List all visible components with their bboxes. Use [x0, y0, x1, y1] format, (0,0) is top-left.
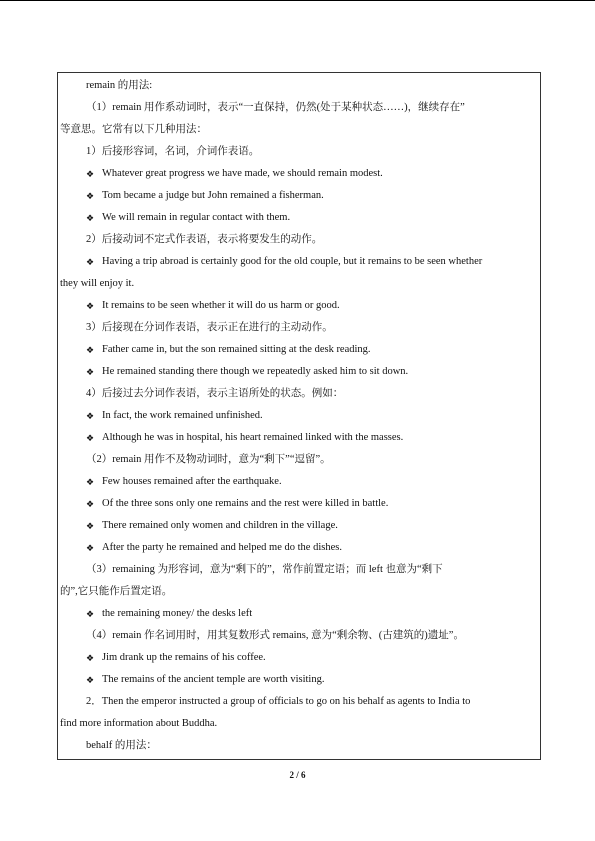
line-text: （4）remain 作名词用时，用其复数形式 remains, 意为“剩余物、(古建筑的)遗址”。 — [86, 630, 464, 641]
line-text: remain 的用法: — [86, 80, 153, 91]
bullet-text: the remaining money/ the desks left — [102, 608, 253, 619]
bullet-text: Although he was in hospital, his heart remained linked with the masses. — [102, 432, 404, 443]
diamond-bullet-icon: ❖ — [86, 499, 95, 509]
bullet-text: Jim drank up the remains of his coffee. — [102, 652, 266, 663]
line-text: 3）后接现在分词作表语，表示正在进行的主动动作。 — [86, 322, 333, 333]
line-text: （3）remaining 为形容词，意为“剩下的”，常作前置定语；而 left 也意为“剩下 — [86, 564, 443, 575]
bullet-text: The remains of the ancient temple are worth visiting. — [102, 674, 325, 685]
diamond-bullet-icon: ❖ — [86, 521, 95, 531]
bullet-text: Father came in, but the son remained sitting at the desk reading. — [102, 344, 371, 355]
diamond-bullet-icon: ❖ — [86, 191, 95, 201]
line-text: behalf 的用法： — [86, 740, 157, 751]
diamond-bullet-icon: ❖ — [86, 411, 95, 421]
header-rule — [0, 0, 595, 1]
line-text: （1）remain 用作系动词时，表示“一直保持，仍然(处于某种状态……)，继续存在” — [86, 102, 465, 113]
line-text: 4）后接过去分词作表语，表示主语所处的状态。例如： — [86, 388, 344, 399]
line-text: 等意思。它常有以下几种用法： — [60, 124, 207, 135]
diamond-bullet-icon: ❖ — [86, 169, 95, 179]
diamond-bullet-icon: ❖ — [86, 675, 95, 685]
diamond-bullet-icon: ❖ — [86, 433, 95, 443]
bullet-text: There remained only women and children in the village. — [102, 520, 338, 531]
bullet-text: Whatever great progress we have made, we should remain modest. — [102, 168, 383, 179]
line-text: 的”,它只能作后置定语。 — [60, 586, 173, 597]
line-text: 2）后接动词不定式作表语，表示将要发生的动作。 — [86, 234, 323, 245]
bullet-text: He remained standing there though we repeatedly asked him to sit down. — [102, 366, 409, 377]
diamond-bullet-icon: ❖ — [86, 301, 95, 311]
bullet-text: In fact, the work remained unfinished. — [102, 410, 263, 421]
line-text: find more information about Buddha. — [60, 718, 218, 729]
diamond-bullet-icon: ❖ — [86, 257, 95, 267]
line-text: 2．Then the emperor instructed a group of officials to go on his behalf as agents to India to — [86, 696, 471, 707]
content-table-cell — [57, 72, 541, 760]
line-text: （2）remain 用作不及物动词时，意为“剩下”“逗留”。 — [86, 454, 331, 465]
bullet-text: Having a trip abroad is certainly good for the old couple, but it remains to be seen whether — [102, 256, 483, 267]
line-text: 1）后接形容词，名词，介词作表语。 — [86, 146, 260, 157]
bullet-text: Of the three sons only one remains and the rest were killed in battle. — [102, 498, 389, 509]
bullet-text: We will remain in regular contact with them. — [102, 212, 291, 223]
diamond-bullet-icon: ❖ — [86, 345, 95, 355]
line-text: they will enjoy it. — [60, 278, 135, 289]
diamond-bullet-icon: ❖ — [86, 543, 95, 553]
diamond-bullet-icon: ❖ — [86, 367, 95, 377]
page-number: 2 / 6 — [289, 770, 306, 780]
bullet-text: Tom became a judge but John remained a fisherman. — [102, 190, 324, 201]
bullet-text: Few houses remained after the earthquake. — [102, 476, 282, 487]
bullet-text: It remains to be seen whether it will do us harm or good. — [102, 300, 340, 311]
bullet-text: After the party he remained and helped me do the dishes. — [102, 542, 342, 553]
diamond-bullet-icon: ❖ — [86, 477, 95, 487]
diamond-bullet-icon: ❖ — [86, 609, 95, 619]
diamond-bullet-icon: ❖ — [86, 653, 95, 663]
diamond-bullet-icon: ❖ — [86, 213, 95, 223]
